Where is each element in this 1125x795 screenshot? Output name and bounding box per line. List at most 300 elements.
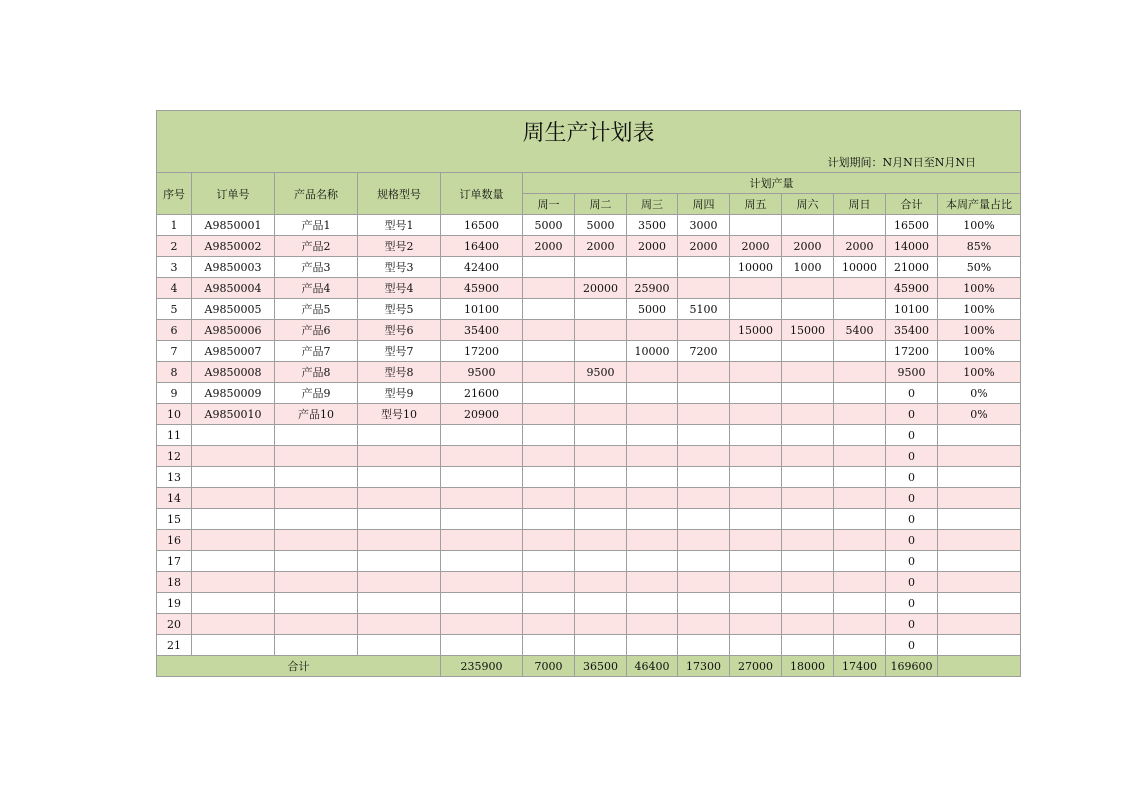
table-cell[interactable] [782,404,834,425]
table-cell[interactable]: 15000 [730,320,782,341]
table-cell[interactable]: 14 [157,488,192,509]
table-cell[interactable] [938,446,1021,467]
table-cell[interactable]: 8 [157,362,192,383]
table-cell[interactable]: A9850002 [192,236,275,257]
table-cell[interactable]: 0 [886,593,938,614]
table-cell[interactable] [782,278,834,299]
total-cell[interactable]: 7000 [523,656,575,677]
table-cell[interactable]: 20 [157,614,192,635]
table-cell[interactable] [358,530,441,551]
table-cell[interactable] [192,467,275,488]
table-cell[interactable] [730,362,782,383]
table-cell[interactable]: 50% [938,257,1021,278]
table-cell[interactable]: 21000 [886,257,938,278]
table-cell[interactable] [627,320,678,341]
table-cell[interactable]: 17200 [886,341,938,362]
table-cell[interactable] [523,635,575,656]
table-cell[interactable] [575,299,627,320]
table-cell[interactable] [441,425,523,446]
table-cell[interactable]: A9850004 [192,278,275,299]
table-cell[interactable]: 产品9 [275,383,358,404]
table-cell[interactable] [192,614,275,635]
table-cell[interactable] [678,593,730,614]
table-cell[interactable] [575,614,627,635]
table-cell[interactable] [938,530,1021,551]
table-cell[interactable] [834,383,886,404]
table-cell[interactable] [627,488,678,509]
table-cell[interactable]: 5 [157,299,192,320]
total-cell[interactable]: 46400 [627,656,678,677]
table-cell[interactable] [575,320,627,341]
table-cell[interactable] [834,215,886,236]
table-cell[interactable] [192,635,275,656]
table-cell[interactable] [938,551,1021,572]
table-cell[interactable] [782,530,834,551]
table-cell[interactable]: 0 [886,467,938,488]
table-cell[interactable]: 10 [157,404,192,425]
table-cell[interactable] [730,635,782,656]
table-cell[interactable]: 18 [157,572,192,593]
table-cell[interactable]: 6 [157,320,192,341]
table-cell[interactable]: 100% [938,341,1021,362]
table-cell[interactable]: 10000 [834,257,886,278]
table-cell[interactable]: 100% [938,299,1021,320]
table-cell[interactable] [678,488,730,509]
table-cell[interactable]: 型号5 [358,299,441,320]
table-cell[interactable] [730,551,782,572]
table-cell[interactable] [627,530,678,551]
table-cell[interactable]: 产品10 [275,404,358,425]
table-cell[interactable] [275,530,358,551]
table-cell[interactable]: 10000 [730,257,782,278]
table-cell[interactable]: 100% [938,362,1021,383]
table-cell[interactable] [523,509,575,530]
table-cell[interactable] [275,425,358,446]
table-cell[interactable] [782,635,834,656]
table-cell[interactable] [834,299,886,320]
table-cell[interactable]: 0 [886,509,938,530]
table-cell[interactable] [782,509,834,530]
table-cell[interactable]: 20000 [575,278,627,299]
table-cell[interactable] [523,320,575,341]
table-cell[interactable] [627,425,678,446]
table-cell[interactable] [358,572,441,593]
table-cell[interactable]: 5400 [834,320,886,341]
table-cell[interactable] [192,446,275,467]
table-cell[interactable] [834,509,886,530]
table-cell[interactable] [678,509,730,530]
table-cell[interactable] [358,467,441,488]
table-cell[interactable]: 产品5 [275,299,358,320]
table-cell[interactable] [627,509,678,530]
table-cell[interactable] [627,362,678,383]
table-cell[interactable] [627,551,678,572]
table-cell[interactable] [678,278,730,299]
table-cell[interactable] [523,446,575,467]
table-cell[interactable] [575,509,627,530]
total-cell[interactable]: 27000 [730,656,782,677]
table-cell[interactable] [678,446,730,467]
table-cell[interactable] [575,425,627,446]
table-cell[interactable]: 2000 [523,236,575,257]
table-cell[interactable]: 9 [157,383,192,404]
table-cell[interactable]: 4 [157,278,192,299]
table-cell[interactable] [730,341,782,362]
table-cell[interactable] [678,425,730,446]
table-cell[interactable]: 型号7 [358,341,441,362]
table-cell[interactable] [523,341,575,362]
table-cell[interactable] [834,341,886,362]
table-cell[interactable] [575,341,627,362]
table-cell[interactable] [678,467,730,488]
table-cell[interactable]: 2000 [627,236,678,257]
table-cell[interactable] [575,593,627,614]
table-cell[interactable]: 5000 [575,215,627,236]
table-cell[interactable] [275,467,358,488]
table-cell[interactable] [938,425,1021,446]
table-cell[interactable]: 45900 [886,278,938,299]
table-cell[interactable] [938,635,1021,656]
table-cell[interactable] [441,509,523,530]
table-cell[interactable] [441,467,523,488]
table-cell[interactable] [627,383,678,404]
table-cell[interactable] [441,488,523,509]
table-cell[interactable] [275,635,358,656]
table-cell[interactable]: 10000 [627,341,678,362]
table-cell[interactable]: 21 [157,635,192,656]
table-cell[interactable] [275,509,358,530]
table-cell[interactable] [441,551,523,572]
table-cell[interactable]: 0% [938,404,1021,425]
table-cell[interactable] [678,530,730,551]
table-cell[interactable] [782,446,834,467]
table-cell[interactable] [275,551,358,572]
table-cell[interactable] [730,467,782,488]
table-cell[interactable]: A9850009 [192,383,275,404]
table-cell[interactable]: 11 [157,425,192,446]
table-cell[interactable]: 12 [157,446,192,467]
table-cell[interactable]: 100% [938,320,1021,341]
table-cell[interactable]: 100% [938,215,1021,236]
table-cell[interactable] [358,635,441,656]
total-cell[interactable]: 18000 [782,656,834,677]
table-cell[interactable] [938,467,1021,488]
table-cell[interactable] [730,404,782,425]
table-cell[interactable] [192,551,275,572]
table-cell[interactable] [358,509,441,530]
table-cell[interactable] [782,341,834,362]
table-cell[interactable] [678,404,730,425]
table-cell[interactable]: 20900 [441,404,523,425]
total-cell[interactable]: 235900 [441,656,523,677]
table-cell[interactable] [523,257,575,278]
table-cell[interactable]: 25900 [627,278,678,299]
table-cell[interactable] [782,362,834,383]
table-cell[interactable] [275,572,358,593]
table-cell[interactable] [575,572,627,593]
table-cell[interactable] [627,446,678,467]
table-cell[interactable] [575,530,627,551]
table-cell[interactable]: 产品7 [275,341,358,362]
table-cell[interactable] [627,572,678,593]
table-cell[interactable]: 42400 [441,257,523,278]
table-cell[interactable] [523,572,575,593]
total-cell[interactable]: 17300 [678,656,730,677]
table-cell[interactable] [575,404,627,425]
table-cell[interactable] [834,467,886,488]
table-cell[interactable]: 35400 [886,320,938,341]
table-cell[interactable]: 产品4 [275,278,358,299]
table-cell[interactable]: 16500 [441,215,523,236]
table-cell[interactable] [358,425,441,446]
table-cell[interactable] [834,446,886,467]
table-cell[interactable] [358,446,441,467]
table-cell[interactable] [730,593,782,614]
table-cell[interactable]: 产品6 [275,320,358,341]
table-cell[interactable] [441,572,523,593]
table-cell[interactable] [782,383,834,404]
table-cell[interactable] [782,425,834,446]
table-cell[interactable]: 0 [886,383,938,404]
table-cell[interactable] [678,383,730,404]
table-cell[interactable]: 9500 [575,362,627,383]
table-cell[interactable]: 16500 [886,215,938,236]
table-cell[interactable] [192,488,275,509]
table-cell[interactable] [523,404,575,425]
table-cell[interactable] [523,614,575,635]
table-cell[interactable] [192,593,275,614]
table-cell[interactable] [523,530,575,551]
table-cell[interactable] [627,614,678,635]
table-cell[interactable]: 产品8 [275,362,358,383]
table-cell[interactable]: A9850007 [192,341,275,362]
table-cell[interactable] [627,257,678,278]
table-cell[interactable] [275,446,358,467]
table-cell[interactable]: 5100 [678,299,730,320]
table-cell[interactable] [523,299,575,320]
table-cell[interactable] [275,614,358,635]
table-cell[interactable] [834,593,886,614]
table-cell[interactable] [523,383,575,404]
table-cell[interactable] [192,530,275,551]
total-cell[interactable]: 17400 [834,656,886,677]
table-cell[interactable] [441,593,523,614]
table-cell[interactable] [782,593,834,614]
table-cell[interactable] [782,572,834,593]
table-cell[interactable] [834,404,886,425]
total-cell[interactable] [938,656,1021,677]
table-cell[interactable]: 2000 [730,236,782,257]
table-cell[interactable] [730,509,782,530]
table-cell[interactable]: 3000 [678,215,730,236]
table-cell[interactable]: 型号2 [358,236,441,257]
table-cell[interactable] [834,362,886,383]
table-cell[interactable] [192,425,275,446]
table-cell[interactable]: 7200 [678,341,730,362]
table-cell[interactable] [627,635,678,656]
table-cell[interactable]: 型号1 [358,215,441,236]
table-cell[interactable] [782,299,834,320]
table-cell[interactable]: 5000 [627,299,678,320]
table-cell[interactable] [627,467,678,488]
table-cell[interactable] [782,614,834,635]
table-cell[interactable] [523,593,575,614]
table-cell[interactable]: 1 [157,215,192,236]
table-cell[interactable]: 2000 [575,236,627,257]
table-cell[interactable]: 0 [886,635,938,656]
table-cell[interactable] [730,383,782,404]
table-cell[interactable] [834,530,886,551]
table-cell[interactable]: 14000 [886,236,938,257]
table-cell[interactable] [730,425,782,446]
table-cell[interactable]: 2 [157,236,192,257]
table-cell[interactable]: 0 [886,488,938,509]
table-cell[interactable] [834,425,886,446]
table-cell[interactable]: 0 [886,425,938,446]
table-cell[interactable]: A9850001 [192,215,275,236]
table-cell[interactable] [441,446,523,467]
table-cell[interactable]: 2000 [678,236,730,257]
table-cell[interactable]: 型号6 [358,320,441,341]
table-cell[interactable] [782,551,834,572]
table-cell[interactable] [730,278,782,299]
table-cell[interactable]: 10100 [886,299,938,320]
table-cell[interactable]: 16 [157,530,192,551]
table-cell[interactable]: 0 [886,446,938,467]
table-cell[interactable]: 型号4 [358,278,441,299]
table-cell[interactable] [575,446,627,467]
table-cell[interactable]: 5000 [523,215,575,236]
table-cell[interactable] [523,278,575,299]
table-cell[interactable]: 型号8 [358,362,441,383]
table-cell[interactable]: 15 [157,509,192,530]
table-cell[interactable]: 9500 [886,362,938,383]
table-cell[interactable] [678,551,730,572]
table-cell[interactable] [678,614,730,635]
table-cell[interactable]: 21600 [441,383,523,404]
table-cell[interactable] [938,488,1021,509]
table-cell[interactable] [192,572,275,593]
table-cell[interactable] [938,593,1021,614]
table-cell[interactable] [441,530,523,551]
table-cell[interactable]: 型号3 [358,257,441,278]
table-cell[interactable] [834,572,886,593]
table-cell[interactable] [834,614,886,635]
table-cell[interactable]: 13 [157,467,192,488]
table-cell[interactable] [575,635,627,656]
table-cell[interactable] [782,215,834,236]
table-cell[interactable]: A9850003 [192,257,275,278]
table-cell[interactable]: 0 [886,551,938,572]
table-cell[interactable] [678,257,730,278]
table-cell[interactable]: 15000 [782,320,834,341]
table-cell[interactable]: 产品3 [275,257,358,278]
table-cell[interactable]: 2000 [782,236,834,257]
table-cell[interactable] [523,551,575,572]
table-cell[interactable] [782,467,834,488]
table-cell[interactable]: 19 [157,593,192,614]
table-cell[interactable] [678,362,730,383]
table-cell[interactable] [575,488,627,509]
table-cell[interactable] [358,614,441,635]
table-cell[interactable]: 35400 [441,320,523,341]
table-cell[interactable]: 0 [886,572,938,593]
table-cell[interactable]: 2000 [834,236,886,257]
table-cell[interactable]: 45900 [441,278,523,299]
table-cell[interactable]: 85% [938,236,1021,257]
table-cell[interactable]: 16400 [441,236,523,257]
table-cell[interactable] [358,593,441,614]
table-cell[interactable] [730,215,782,236]
table-cell[interactable] [275,593,358,614]
table-cell[interactable] [834,551,886,572]
table-cell[interactable]: 10100 [441,299,523,320]
table-cell[interactable]: 0 [886,404,938,425]
table-cell[interactable] [358,551,441,572]
table-cell[interactable] [523,467,575,488]
table-cell[interactable]: A9850010 [192,404,275,425]
table-cell[interactable]: 7 [157,341,192,362]
table-cell[interactable]: 17200 [441,341,523,362]
table-cell[interactable] [678,635,730,656]
table-cell[interactable] [730,614,782,635]
total-cell[interactable]: 36500 [575,656,627,677]
table-cell[interactable] [523,362,575,383]
table-cell[interactable] [441,614,523,635]
table-cell[interactable]: 17 [157,551,192,572]
table-cell[interactable]: 0% [938,383,1021,404]
table-cell[interactable]: 0 [886,530,938,551]
table-cell[interactable]: 产品2 [275,236,358,257]
table-cell[interactable]: 3500 [627,215,678,236]
table-cell[interactable] [441,635,523,656]
table-cell[interactable]: A9850006 [192,320,275,341]
table-cell[interactable] [358,488,441,509]
table-cell[interactable] [627,404,678,425]
table-cell[interactable] [938,614,1021,635]
table-cell[interactable] [834,635,886,656]
table-cell[interactable] [192,509,275,530]
table-cell[interactable]: 产品1 [275,215,358,236]
table-cell[interactable] [730,446,782,467]
table-cell[interactable]: 型号10 [358,404,441,425]
table-cell[interactable] [575,383,627,404]
table-cell[interactable] [938,509,1021,530]
table-cell[interactable] [575,551,627,572]
table-cell[interactable] [730,299,782,320]
table-cell[interactable] [834,488,886,509]
table-cell[interactable]: A9850008 [192,362,275,383]
table-cell[interactable] [627,593,678,614]
table-cell[interactable] [275,488,358,509]
table-cell[interactable]: 0 [886,614,938,635]
table-cell[interactable] [782,488,834,509]
table-cell[interactable] [834,278,886,299]
table-cell[interactable]: A9850005 [192,299,275,320]
table-cell[interactable] [938,572,1021,593]
total-cell[interactable]: 169600 [886,656,938,677]
table-cell[interactable] [575,467,627,488]
table-cell[interactable] [730,530,782,551]
table-cell[interactable] [575,257,627,278]
table-cell[interactable]: 型号9 [358,383,441,404]
table-cell[interactable]: 1000 [782,257,834,278]
table-cell[interactable] [523,488,575,509]
table-cell[interactable]: 100% [938,278,1021,299]
table-cell[interactable] [678,320,730,341]
table-cell[interactable]: 3 [157,257,192,278]
table-cell[interactable] [523,425,575,446]
